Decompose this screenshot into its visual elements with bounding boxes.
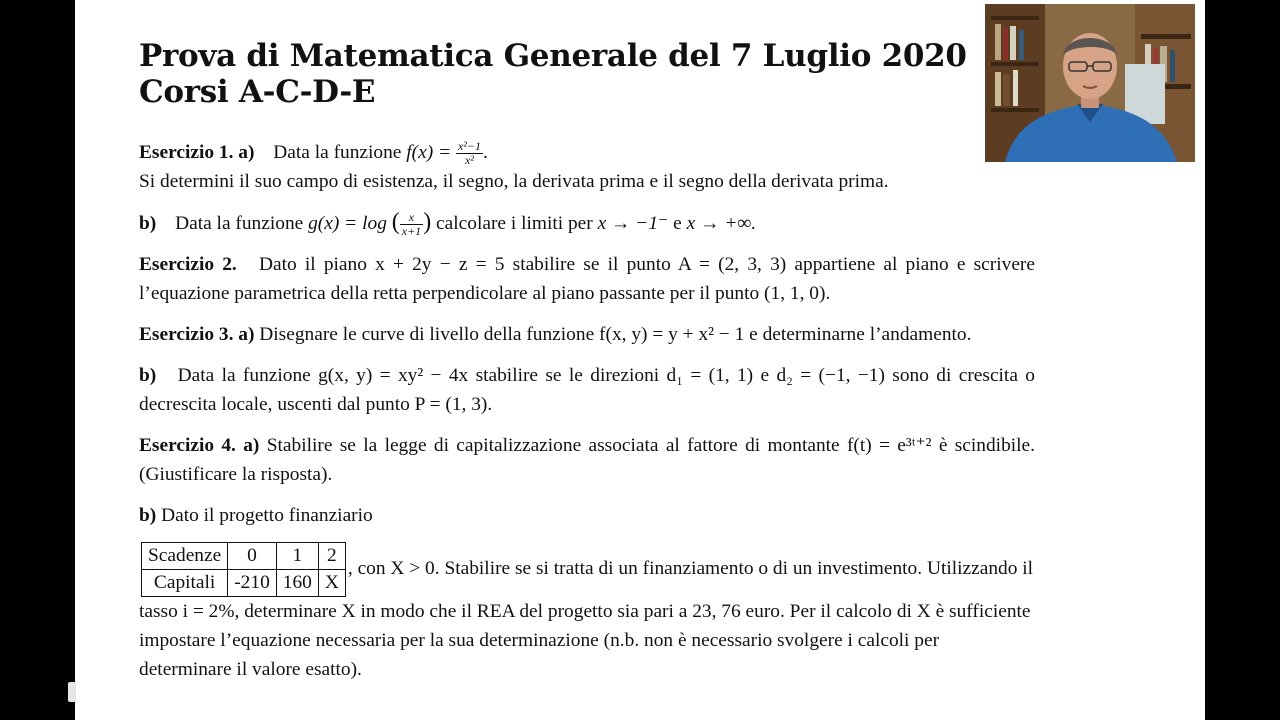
exercises-body	[139, 138, 1035, 703]
exercise-4b-text: , con X > 0. Stabilire se si tratta di un finanziamento o di un investimento. Utilizzando il tasso i = 2%, determinare X in modo che il REA del progetto sia pari a 23, 76 euro. Per il calcolo di X è sufficiente impostare l’equazione necessaria per la sua determinazione (n.b. non è necessario svolgere i calcoli per determinare il valore esatto).	[139, 558, 1034, 681]
scroll-marker	[68, 682, 76, 702]
exercise-1a: Esercizio 1. a) Data la funzione f(x) = $\frac{\text{x²−1}}{\text{x²}}$ . Si determini il suo campo di esistenza, il segno, la derivata prima e il segno della derivata prima.	[139, 139, 889, 193]
exercise-3a-text: Disegnare le curve di livello della funzione f(x, y) = y + x² − 1 e determinarne l’andamento.	[259, 324, 972, 346]
exercise-1b-gx: g(x) = log	[308, 213, 387, 235]
exercise-4b-label: b)	[139, 505, 157, 527]
table-cell: 2	[318, 543, 345, 570]
project-table	[141, 542, 346, 597]
exercise-1a-fx: f(x) =	[406, 142, 452, 163]
exercise-2-label: Esercizio 2.	[139, 254, 237, 276]
exercise-1a-intro: Data la funzione	[273, 142, 402, 163]
exercise-1a-label: Esercizio 1. a)	[139, 142, 255, 163]
table-cell: 160	[276, 570, 318, 597]
table-cell: X	[318, 570, 345, 597]
exercise-3b-text: Data la funzione g(x, y) = xy² − 4x stabilire se le direzioni d₁ = (1, 1) e d₂ = (−1, −1) sono di crescita o decrescita locale, uscenti dal punto P = (1, 3).	[139, 365, 1035, 416]
exercise-1b-fraction	[400, 211, 423, 238]
table-cell: -210	[228, 570, 277, 597]
fraction-denominator: x²	[465, 153, 474, 168]
exercise-3b-label: b)	[139, 365, 157, 387]
exercise-3b	[139, 361, 1035, 419]
table-cell: 0	[228, 543, 277, 570]
fraction-numerator: x²−1	[457, 139, 482, 154]
exercise-3a	[139, 320, 1035, 349]
table-cell: Scadenze	[142, 543, 228, 570]
exercise-1b-label: b)	[139, 213, 157, 235]
exercise-4a-label: Esercizio 4. a)	[139, 435, 260, 457]
exercise-1a-fraction	[456, 140, 483, 167]
exercise-3a-label: Esercizio 3. a)	[139, 324, 255, 346]
title-line-1: Prova di Matematica Generale del 7 Luglio 2020	[139, 38, 967, 74]
table-row-capitali	[142, 570, 346, 597]
webcam-overlay	[985, 4, 1195, 162]
exercise-1b-and: e	[673, 213, 682, 235]
exercise-4a	[139, 431, 1035, 489]
exercise-2-text: Dato il piano x + 2y − z = 5 stabilire se il punto A = (2, 3, 3) appartiene al piano e scrivere l’equazione parametrica della retta perpendicolare al piano passante per il punto (1, 1, 0).	[139, 254, 1035, 305]
table-cell: Capitali	[142, 570, 228, 597]
exercise-2	[139, 250, 1035, 308]
fraction-numerator: x	[400, 211, 423, 225]
exercise-1b: b) Data la funzione g(x) = log ( $\frac{x}{x+1}$ ) calcolare i limiti per x → −1⁻ e x → +∞.	[139, 209, 757, 239]
exercise-4a-text: Stabilire se la legge di capitalizzazione associata al fattore di montante f(t) = e³ᵗ⁺² è scindibile. (Giustificare la risposta).	[139, 435, 1035, 486]
exercise-4b	[139, 501, 1035, 530]
presenter-video-icon	[985, 4, 1195, 162]
exercise-4b-intro: Dato il progetto finanziario	[161, 505, 373, 527]
exercise-1b-text: calcolare i limiti per	[436, 213, 593, 235]
document-title	[139, 38, 967, 110]
title-line-2: Corsi A-C-D-E	[139, 74, 376, 110]
table-row-scadenze	[142, 543, 346, 570]
exercise-1b-intro: Data la funzione	[175, 213, 304, 235]
fraction-denominator: x+1	[401, 224, 422, 239]
exercise-1a-task: Si determini il suo campo di esistenza, il segno, la derivata prima e il segno della derivata prima.	[139, 171, 889, 193]
table-cell: 1	[276, 543, 318, 570]
exercise-1b-limit-1: x → −1⁻	[597, 213, 669, 235]
exercise-1b-limit-2: x → +∞.	[686, 213, 757, 235]
